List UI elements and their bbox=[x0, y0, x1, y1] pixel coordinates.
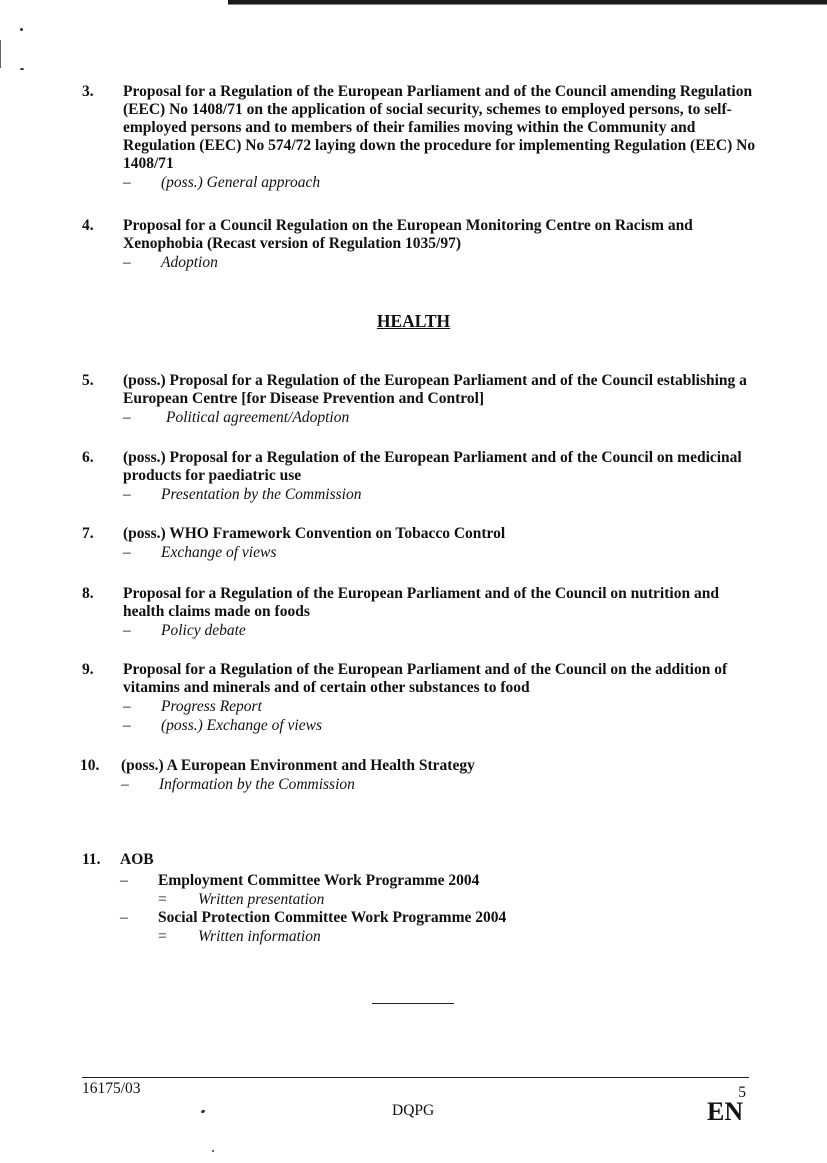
section-heading: HEALTH bbox=[376, 311, 451, 331]
item-action bbox=[121, 776, 760, 794]
item-action-text: Presentation by the Commission bbox=[161, 486, 362, 503]
item-action-text: Progress Report bbox=[161, 698, 262, 715]
dash: – bbox=[123, 486, 131, 503]
item-title: AOB bbox=[120, 851, 154, 868]
item-number: 11. bbox=[82, 851, 101, 868]
department-code: DQPG bbox=[392, 1102, 435, 1119]
item-title: Proposal for a Council Regulation on the European Monitoring Centre on Racism and Xenophobia (Recast version of Regulation 1035/97) bbox=[123, 217, 693, 252]
item-action bbox=[123, 717, 762, 735]
dash: – bbox=[123, 717, 131, 734]
aob-subitem-action bbox=[120, 928, 762, 946]
scan-edge-mark bbox=[0, 40, 1, 68]
item-action bbox=[123, 698, 762, 716]
aob-subitem-title: Employment Committee Work Programme 2004 bbox=[158, 872, 480, 889]
item-action bbox=[123, 622, 762, 640]
agenda-item bbox=[82, 661, 762, 735]
aob-subitem-title: Social Protection Committee Work Programme 2004 bbox=[158, 909, 507, 926]
aob-subitem-action-text: Written presentation bbox=[198, 891, 325, 908]
item-number: 4. bbox=[82, 217, 94, 234]
item-action bbox=[123, 544, 762, 562]
aob-subitem-action bbox=[120, 891, 762, 909]
top-rule-shadow bbox=[228, 4, 827, 5]
agenda-item bbox=[82, 217, 762, 272]
scan-speck bbox=[20, 28, 23, 31]
agenda-item bbox=[82, 585, 762, 640]
item-title: (poss.) WHO Framework Convention on Tobacco Control bbox=[123, 525, 506, 542]
item-action-text: Information by the Commission bbox=[159, 776, 355, 793]
item-title: Proposal for a Regulation of the European Parliament and of the Council on the addition of vitamins and minerals and of certain other substances to food bbox=[123, 661, 728, 696]
item-title: Proposal for a Regulation of the European Parliament and of the Council amending Regulation (EEC) No 1408/71 on the application of social security, schemes to employed persons, to self-employed persons and to members of their families moving within the Community and Regulation (EEC) No 574/72 laying down the procedure for implementing Regulation (EEC) No 1408/71 bbox=[123, 83, 756, 172]
item-number: 5. bbox=[82, 372, 94, 389]
item-number: 3. bbox=[82, 83, 94, 100]
item-number: 8. bbox=[82, 585, 94, 602]
aob-subitem bbox=[120, 909, 762, 927]
language-code: EN bbox=[707, 1097, 744, 1126]
item-number: 9. bbox=[82, 661, 94, 678]
scan-speck bbox=[201, 1109, 206, 1114]
dash: – bbox=[121, 776, 129, 793]
dash: – bbox=[120, 909, 128, 926]
agenda-item bbox=[80, 757, 760, 794]
item-action-text: Political agreement/Adoption bbox=[166, 409, 350, 426]
dash: – bbox=[123, 544, 131, 561]
dash: – bbox=[123, 254, 131, 271]
item-action bbox=[123, 254, 762, 272]
equals-sign: = bbox=[158, 928, 167, 945]
item-action-text: (poss.) Exchange of views bbox=[161, 717, 322, 734]
page-number: 5 bbox=[738, 1084, 746, 1101]
dash: – bbox=[120, 872, 128, 889]
agenda-item bbox=[82, 449, 762, 504]
aob-subitem-action-text: Written information bbox=[198, 928, 321, 945]
aob-subitem bbox=[120, 872, 762, 890]
agenda-item-aob bbox=[82, 851, 762, 946]
item-action-text: Exchange of views bbox=[161, 544, 277, 561]
item-action-text: (poss.) General approach bbox=[161, 174, 321, 191]
item-title: (poss.) Proposal for a Regulation of the European Parliament and of the Council on medicinal products for paediatric use bbox=[123, 449, 742, 484]
item-action bbox=[123, 409, 762, 427]
item-action bbox=[123, 486, 762, 504]
dash: – bbox=[123, 174, 131, 191]
scan-speck bbox=[212, 1150, 214, 1152]
item-action-text: Policy debate bbox=[161, 622, 246, 639]
end-of-agenda-rule bbox=[372, 1003, 454, 1004]
item-title: (poss.) A European Environment and Health Strategy bbox=[121, 757, 475, 774]
equals-sign: = bbox=[158, 891, 167, 908]
dash: – bbox=[123, 409, 131, 426]
agenda-item bbox=[82, 525, 762, 562]
item-action-text: Adoption bbox=[161, 254, 218, 271]
item-number: 6. bbox=[82, 449, 94, 466]
item-action bbox=[123, 174, 762, 192]
scan-speck bbox=[20, 68, 24, 70]
agenda-item bbox=[82, 372, 762, 427]
item-title: (poss.) Proposal for a Regulation of the European Parliament and of the Council establishing a European Centre [for Disease Prevention and Control] bbox=[123, 372, 747, 407]
footer-rule bbox=[82, 1077, 749, 1078]
document-reference: 16175/03 bbox=[82, 1080, 141, 1097]
item-number: 10. bbox=[80, 757, 100, 774]
item-title: Proposal for a Regulation of the European Parliament and of the Council on nutrition and health claims made on foods bbox=[123, 585, 719, 620]
agenda-item bbox=[82, 83, 762, 192]
dash: – bbox=[123, 698, 131, 715]
item-number: 7. bbox=[82, 525, 94, 542]
dash: – bbox=[123, 622, 131, 639]
